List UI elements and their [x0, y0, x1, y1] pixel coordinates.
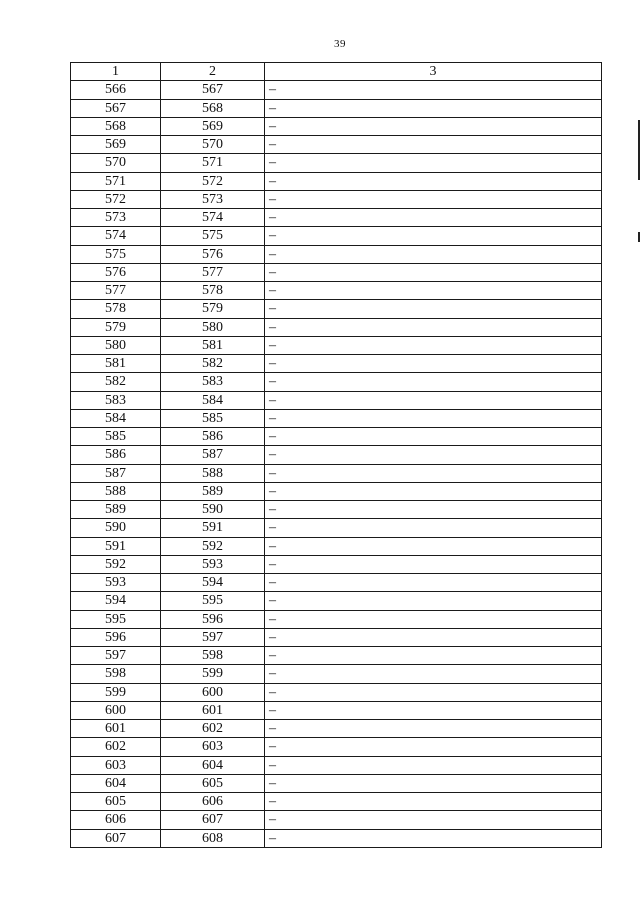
table-row — [71, 136, 602, 154]
cell-col-2: 606 — [161, 793, 265, 811]
cell-col-2: 585 — [161, 409, 265, 427]
cell-col-2: 598 — [161, 647, 265, 665]
cell-col-1: 581 — [71, 355, 161, 373]
cell-col-1: 606 — [71, 811, 161, 829]
cell-col-1: 566 — [71, 81, 161, 99]
column-header-2: 2 — [161, 63, 265, 81]
cell-col-3: – — [265, 373, 602, 391]
table-row — [71, 738, 602, 756]
cell-col-3: – — [265, 245, 602, 263]
cell-col-2: 568 — [161, 99, 265, 117]
cell-col-1: 597 — [71, 647, 161, 665]
cell-col-2: 574 — [161, 209, 265, 227]
cell-col-3: – — [265, 756, 602, 774]
table-row — [71, 227, 602, 245]
table-row — [71, 537, 602, 555]
table-row — [71, 592, 602, 610]
table-row — [71, 391, 602, 409]
cell-col-3: – — [265, 683, 602, 701]
column-header-1: 1 — [71, 63, 161, 81]
table-row — [71, 482, 602, 500]
table-row — [71, 811, 602, 829]
cell-col-3: – — [265, 811, 602, 829]
table-row — [71, 409, 602, 427]
cell-col-2: 577 — [161, 263, 265, 281]
cell-col-2: 581 — [161, 336, 265, 354]
cell-col-2: 579 — [161, 300, 265, 318]
table-row — [71, 519, 602, 537]
table-row — [71, 446, 602, 464]
cell-col-3: – — [265, 774, 602, 792]
cell-col-2: 608 — [161, 829, 265, 847]
cell-col-3: – — [265, 464, 602, 482]
cell-col-1: 569 — [71, 136, 161, 154]
cell-col-1: 588 — [71, 482, 161, 500]
cell-col-3: – — [265, 628, 602, 646]
cell-col-2: 573 — [161, 190, 265, 208]
table-row — [71, 154, 602, 172]
cell-col-2: 597 — [161, 628, 265, 646]
cell-col-1: 585 — [71, 428, 161, 446]
page-number: 39 — [334, 38, 346, 50]
cell-col-3: – — [265, 482, 602, 500]
cell-col-1: 573 — [71, 209, 161, 227]
table-row — [71, 300, 602, 318]
cell-col-2: 571 — [161, 154, 265, 172]
cell-col-2: 575 — [161, 227, 265, 245]
cell-col-2: 603 — [161, 738, 265, 756]
cell-col-3: – — [265, 519, 602, 537]
table-row — [71, 756, 602, 774]
table-row — [71, 647, 602, 665]
cell-col-1: 590 — [71, 519, 161, 537]
cell-col-3: – — [265, 282, 602, 300]
cell-col-3: – — [265, 99, 602, 117]
cell-col-1: 607 — [71, 829, 161, 847]
cell-col-1: 582 — [71, 373, 161, 391]
cell-col-3: – — [265, 154, 602, 172]
cell-col-1: 572 — [71, 190, 161, 208]
cell-col-3: – — [265, 355, 602, 373]
cell-col-1: 600 — [71, 701, 161, 719]
cell-col-2: 589 — [161, 482, 265, 500]
cell-col-1: 571 — [71, 172, 161, 190]
table-row — [71, 829, 602, 847]
cell-col-3: – — [265, 81, 602, 99]
table-row — [71, 665, 602, 683]
cell-col-2: 584 — [161, 391, 265, 409]
cell-col-3: – — [265, 391, 602, 409]
cell-col-1: 567 — [71, 99, 161, 117]
cell-col-1: 603 — [71, 756, 161, 774]
table-row — [71, 464, 602, 482]
column-header-3: 3 — [265, 63, 602, 81]
table-row — [71, 172, 602, 190]
cell-col-2: 605 — [161, 774, 265, 792]
cell-col-2: 599 — [161, 665, 265, 683]
table-row — [71, 282, 602, 300]
header-row — [71, 63, 602, 81]
cell-col-1: 591 — [71, 537, 161, 555]
table-row — [71, 683, 602, 701]
cell-col-1: 602 — [71, 738, 161, 756]
cell-col-1: 593 — [71, 574, 161, 592]
cell-col-1: 578 — [71, 300, 161, 318]
cell-col-1: 586 — [71, 446, 161, 464]
table-row — [71, 555, 602, 573]
cell-col-3: – — [265, 647, 602, 665]
table-row — [71, 99, 602, 117]
cell-col-1: 605 — [71, 793, 161, 811]
cell-col-2: 578 — [161, 282, 265, 300]
table-row — [71, 373, 602, 391]
cell-col-1: 575 — [71, 245, 161, 263]
cell-col-3: – — [265, 209, 602, 227]
cell-col-2: 576 — [161, 245, 265, 263]
cell-col-2: 594 — [161, 574, 265, 592]
cell-col-2: 570 — [161, 136, 265, 154]
cell-col-2: 583 — [161, 373, 265, 391]
data-table — [70, 62, 602, 848]
cell-col-3: – — [265, 793, 602, 811]
cell-col-3: – — [265, 300, 602, 318]
cell-col-1: 584 — [71, 409, 161, 427]
cell-col-2: 596 — [161, 610, 265, 628]
cell-col-3: – — [265, 190, 602, 208]
cell-col-2: 569 — [161, 117, 265, 135]
cell-col-3: – — [265, 428, 602, 446]
cell-col-1: 595 — [71, 610, 161, 628]
table-row — [71, 793, 602, 811]
cell-col-3: – — [265, 336, 602, 354]
table-row — [71, 209, 602, 227]
cell-col-3: – — [265, 665, 602, 683]
cell-col-1: 574 — [71, 227, 161, 245]
cell-col-1: 594 — [71, 592, 161, 610]
cell-col-3: – — [265, 263, 602, 281]
cell-col-2: 567 — [161, 81, 265, 99]
cell-col-1: 601 — [71, 720, 161, 738]
cell-col-1: 598 — [71, 665, 161, 683]
table-row — [71, 81, 602, 99]
cell-col-2: 588 — [161, 464, 265, 482]
cell-col-3: – — [265, 501, 602, 519]
table-row — [71, 720, 602, 738]
cell-col-1: 592 — [71, 555, 161, 573]
cell-col-1: 583 — [71, 391, 161, 409]
cell-col-1: 589 — [71, 501, 161, 519]
table-row — [71, 190, 602, 208]
cell-col-3: – — [265, 446, 602, 464]
cell-col-2: 586 — [161, 428, 265, 446]
cell-col-3: – — [265, 318, 602, 336]
cell-col-2: 593 — [161, 555, 265, 573]
cell-col-1: 576 — [71, 263, 161, 281]
cell-col-3: – — [265, 117, 602, 135]
cell-col-3: – — [265, 610, 602, 628]
table-row — [71, 245, 602, 263]
cell-col-3: – — [265, 172, 602, 190]
cell-col-1: 568 — [71, 117, 161, 135]
cell-col-1: 587 — [71, 464, 161, 482]
cell-col-2: 572 — [161, 172, 265, 190]
cell-col-2: 592 — [161, 537, 265, 555]
cell-col-3: – — [265, 227, 602, 245]
cell-col-2: 600 — [161, 683, 265, 701]
cell-col-3: – — [265, 409, 602, 427]
cell-col-3: – — [265, 555, 602, 573]
cell-col-3: – — [265, 720, 602, 738]
table-row — [71, 318, 602, 336]
table-row — [71, 355, 602, 373]
cell-col-1: 579 — [71, 318, 161, 336]
table-row — [71, 610, 602, 628]
cell-col-3: – — [265, 701, 602, 719]
cell-col-3: – — [265, 574, 602, 592]
cell-col-2: 607 — [161, 811, 265, 829]
cell-col-1: 596 — [71, 628, 161, 646]
cell-col-3: – — [265, 537, 602, 555]
cell-col-1: 580 — [71, 336, 161, 354]
cell-col-2: 602 — [161, 720, 265, 738]
table-row — [71, 428, 602, 446]
table-row — [71, 701, 602, 719]
table-row — [71, 501, 602, 519]
cell-col-2: 580 — [161, 318, 265, 336]
table-row — [71, 263, 602, 281]
cell-col-2: 587 — [161, 446, 265, 464]
cell-col-2: 582 — [161, 355, 265, 373]
cell-col-1: 599 — [71, 683, 161, 701]
cell-col-3: – — [265, 136, 602, 154]
table-row — [71, 574, 602, 592]
cell-col-2: 591 — [161, 519, 265, 537]
cell-col-1: 604 — [71, 774, 161, 792]
cell-col-3: – — [265, 829, 602, 847]
table-row — [71, 117, 602, 135]
table-row — [71, 774, 602, 792]
cell-col-1: 570 — [71, 154, 161, 172]
table-row — [71, 628, 602, 646]
cell-col-3: – — [265, 592, 602, 610]
cell-col-2: 601 — [161, 701, 265, 719]
cell-col-2: 595 — [161, 592, 265, 610]
cell-col-2: 590 — [161, 501, 265, 519]
table-body — [71, 81, 602, 848]
table-row — [71, 336, 602, 354]
cell-col-3: – — [265, 738, 602, 756]
cell-col-1: 577 — [71, 282, 161, 300]
cell-col-2: 604 — [161, 756, 265, 774]
